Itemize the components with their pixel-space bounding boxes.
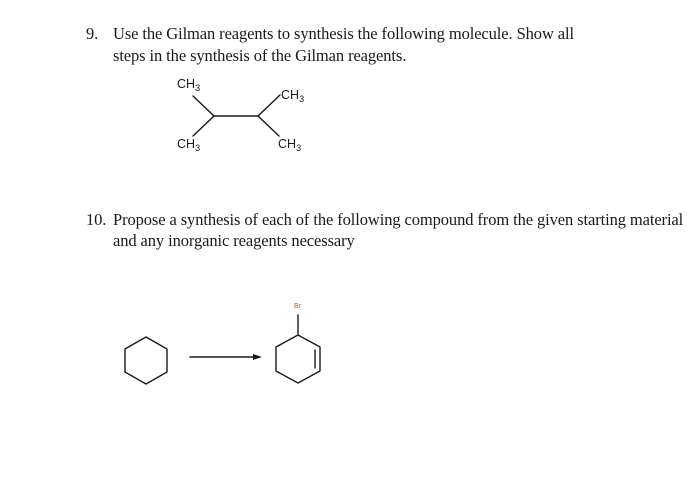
q10-product-bromocyclohexene (276, 303, 320, 383)
q9-text-line1: Use the Gilman reagents to synthesis the following molecule. Show all (113, 24, 574, 43)
q9-number: 9. (86, 24, 99, 43)
q10-text-line1: Propose a synthesis of each of the following compound from the given starting material (113, 210, 684, 229)
q9-ch3-top-left: $CH_3$ (177, 77, 201, 93)
q9-ch3-bottom-left: $CH_3$ (177, 137, 201, 153)
q9-text-line2: steps in the synthesis of the Gilman reagents. (113, 46, 407, 65)
q9-ch3-bottom-right: $CH_3$ (278, 137, 302, 153)
q9-ch3-top-right: $CH_3$ (281, 88, 305, 104)
q10-number: 10. (86, 210, 107, 229)
q10-starting-cyclohexane (125, 337, 167, 384)
q10-text-line2: and any inorganic reagents necessary (113, 231, 355, 250)
q10-bromine-label: Br (294, 303, 301, 310)
q10-reaction-arrow (190, 354, 262, 360)
